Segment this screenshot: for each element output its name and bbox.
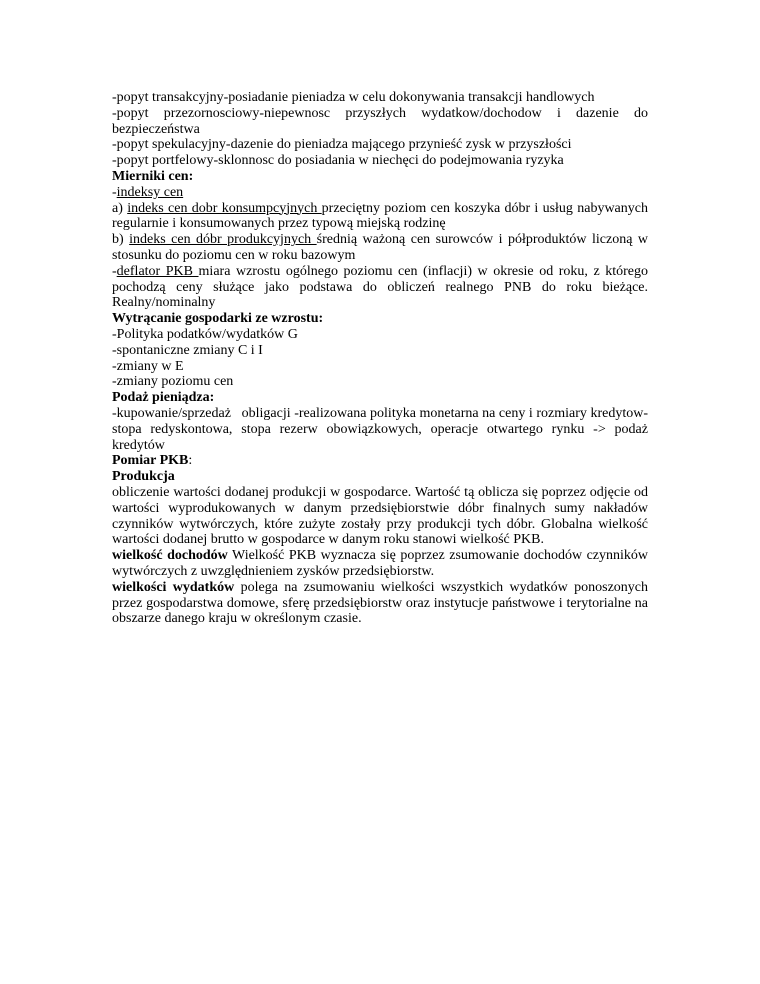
text-line-indeksy-cen [112, 185, 648, 201]
indeksy-cen-term: indeksy cen [116, 184, 184, 200]
paragraph-deflator-pkb [112, 264, 648, 311]
heading-podaz-pieniadza: Podaż pieniądza: [112, 390, 215, 406]
deflator-pkb-term: deflator PKB [116, 263, 199, 279]
indeksy-dash: - [112, 184, 117, 200]
paragraph-podaz-pieniadza: -kupowanie/sprzedaż obligacji -realizowana polityka monetarna na ceny i rozmiary kredytow-stopa redyskontowa, stopa rezerw obowiązkowych, operacje otwartego rynku -> podaż kredytów [112, 405, 652, 453]
deflator-dash: - [112, 263, 117, 279]
text-line-popyt-przezornosciowy: -popyt przezornosciowy-niepewnosc przyszłych wydatkow/dochodow i dazenie do bezpieczeństwa [112, 105, 648, 137]
list-item-zmiany-poziomu-cen: -zmiany poziomu cen [112, 374, 234, 390]
list-item-polityka-podatkow: -Polityka podatków/wydatków G [112, 326, 298, 342]
paragraph-indeks-produkcyjny [112, 232, 648, 264]
deflator-pkb-text: miara wzrostu ogólnego poziomu cen (inflacji) w okresie od roku, z którego pochodzą ceny służące jako podstawa do obliczeń realnego PNB do roku bieżące. Realny/nominalny [112, 263, 648, 311]
paragraph-indeks-konsumpcyjny [112, 201, 648, 233]
paragraph-wielkosc-dochodow [112, 548, 648, 580]
indeks-konsumpcyjny-text: przeciętny poziom cen koszyka dóbr i usług nabywanych regularnie i konsumowanych przez typową miejską rodzinę [112, 200, 648, 232]
paragraph-wielkosci-wydatkow [112, 580, 648, 627]
wielkosci-wydatkow-term: wielkości wydatków [112, 579, 235, 595]
wielkosc-dochodow-text: Wielkość PKB wyznacza się poprzez zsumowanie dochodów czynników wytwórczych z uwzględnieniem zysków przedsiębiorstw. [112, 548, 649, 579]
document-page [112, 90, 652, 627]
pomiar-pkb-label: Pomiar PKB [112, 453, 189, 469]
heading-wytracanie-gospodarki: Wytrącanie gospodarki ze wzrostu: [112, 311, 324, 327]
heading-mierniki-cen: Mierniki cen: [112, 168, 194, 184]
item-prefix-b: b) [112, 232, 130, 248]
wielkosc-dochodow-term: wielkość dochodów [112, 548, 228, 564]
indeks-produkcyjny-text: średnią ważoną cen surowców i półproduktów liczoną w stosunku do poziomu cen w roku bazowym [112, 232, 649, 263]
text-line-popyt-portfelowy: -popyt portfelowy-sklonnosc do posiadania w niechęci do podejmowania ryzyka [112, 153, 564, 169]
indeks-konsumpcyjny-term: indeks cen dobr konsumpcyjnych [127, 200, 322, 216]
text-line-popyt-spekulacyjny: -popyt spekulacyjny-dazenie do pieniadza mającego przynieść zysk w przyszłości [112, 137, 572, 153]
indeks-produkcyjny-term: indeks cen dóbr produkcyjnych [129, 232, 317, 248]
text-line-popyt-transakcyjny: -popyt transakcyjny-posiadanie pieniadza w celu dokonywania transakcji handlowych [112, 90, 595, 105]
heading-pomiar-pkb [112, 453, 648, 469]
list-item-zmiany-c-i: -spontaniczne zmiany C i I [112, 342, 263, 358]
wielkosci-wydatkow-text: polega na zsumowaniu wielkości wszystkich wydatków ponoszonych przez gospodarstwa domowe, sferę przedsiębiorstw oraz instytucje państwowe i terytorialne na obszarze danego kraju w określonym czasie. [112, 579, 648, 627]
heading-produkcja: Produkcja [112, 469, 175, 485]
paragraph-produkcja: obliczenie wartości dodanej produkcji w gospodarce. Wartość tą oblicza się poprzez odjęcie od wartości wyprodukowanych w danym przedsiębiorstwie dóbr finalnych sumy nakładów czynników wytwórczych, które zużyte zostały przy produkcji tych dóbr. Globalna wielkość wartości dodanej brutto w gospodarce w danym roku stanowi wielkość PKB. [112, 484, 648, 548]
list-item-zmiany-e: -zmiany w E [112, 358, 184, 374]
pomiar-pkb-colon: : [188, 453, 193, 469]
item-prefix-a: a) [112, 200, 128, 216]
